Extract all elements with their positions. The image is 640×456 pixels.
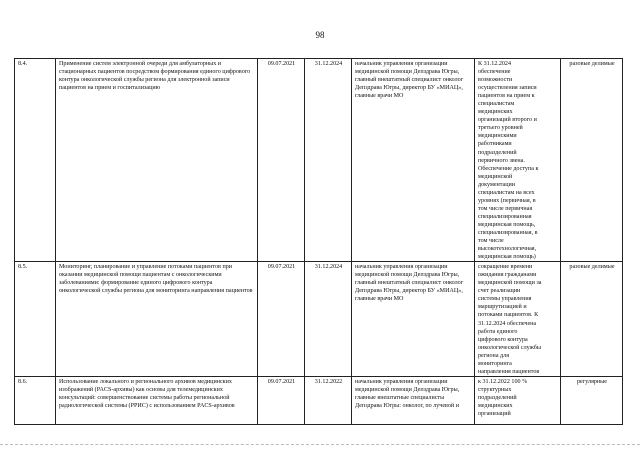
result-cell: сокращение времени ожидания гражданами медицинской помощи за счет реализации системы управления маршрутизацией и потоками пациентов. К 31.12.2024 обеспечена работа единого цифрового контура онкологической службы региона для мониторинга направления пациентов bbox=[475, 262, 561, 377]
activity-cell: Использование локального и регионального архивов медицинских изображений (PACS-архивы) как основы для телемедицинских консультаций: совершенствование системы работы региональной радиологической системы (РРИС) с использованием PACS-архивов bbox=[56, 376, 258, 424]
plan-table bbox=[14, 58, 623, 425]
activity-cell: Применение систем электронной очереди для амбулаторных и стационарных пациентов посредством формирования единого цифрового контура онкологической службы региона для электронной записи пациентов на прием и госпитализацию bbox=[56, 59, 258, 262]
responsible-cell: начальник управления организации медицинской помощи Депздрава Югры, главные внештатные специалисты Депздрава Югры: онколог, по лучевой и bbox=[352, 376, 475, 424]
activity-cell: Мониторинг, планирование и управление потоками пациентов при оказании медицинской помощи пациентам с онкологическими заболеваниями: формирование единого цифрового контура онкологической службы региона для мониторинга направления пациентов bbox=[56, 262, 258, 377]
frequency-cell: регулярные bbox=[561, 376, 623, 424]
row-number: 8.5. bbox=[15, 262, 56, 377]
start-date-cell: 09.07.2021 bbox=[258, 376, 305, 424]
table-row bbox=[15, 376, 623, 424]
frequency-cell: разовые делимые bbox=[561, 59, 623, 262]
table-row bbox=[15, 59, 623, 262]
page-number: 98 bbox=[315, 30, 325, 40]
row-number: 8.4. bbox=[15, 59, 56, 262]
result-cell: к 31.12.2022 100 % структурных подразделений медицинских организаций bbox=[475, 376, 561, 424]
table-row bbox=[15, 262, 623, 377]
responsible-cell: начальник управления организации медицинской помощи Депздрава Югры, главный внештатный специалист онколог Депздрава Югры, директор БУ «МИАЦ», главные врачи МО bbox=[352, 59, 475, 262]
responsible-cell: начальник управления организации медицинской помощи Депздрава Югры, главный внештатный специалист онколог Депздрава Югры, директор БУ «МИАЦ», главные врачи МО bbox=[352, 262, 475, 377]
row-number: 8.6. bbox=[15, 376, 56, 424]
end-date-cell: 31.12.2024 bbox=[305, 262, 352, 377]
result-cell: К 31.12.2024 обеспечение возможности осуществления записи пациентов на прием к специалистам медицинских организаций второго и третьего уровней медицинскими работниками подразделений первичного звена. Обеспечение доступа к медицинской документации специалистам на всех уровнях (первичная, в том числе первичная специализированная медицинская помощь, специализированная, в том числе высокотехнологичная, медицинская помощь) bbox=[475, 59, 561, 262]
start-date-cell: 09.07.2021 bbox=[258, 59, 305, 262]
frequency-cell: разовые делимые bbox=[561, 262, 623, 377]
end-date-cell: 31.12.2024 bbox=[305, 59, 352, 262]
start-date-cell: 09.07.2021 bbox=[258, 262, 305, 377]
page-tear-edge bbox=[0, 444, 640, 456]
end-date-cell: 31.12.2022 bbox=[305, 376, 352, 424]
